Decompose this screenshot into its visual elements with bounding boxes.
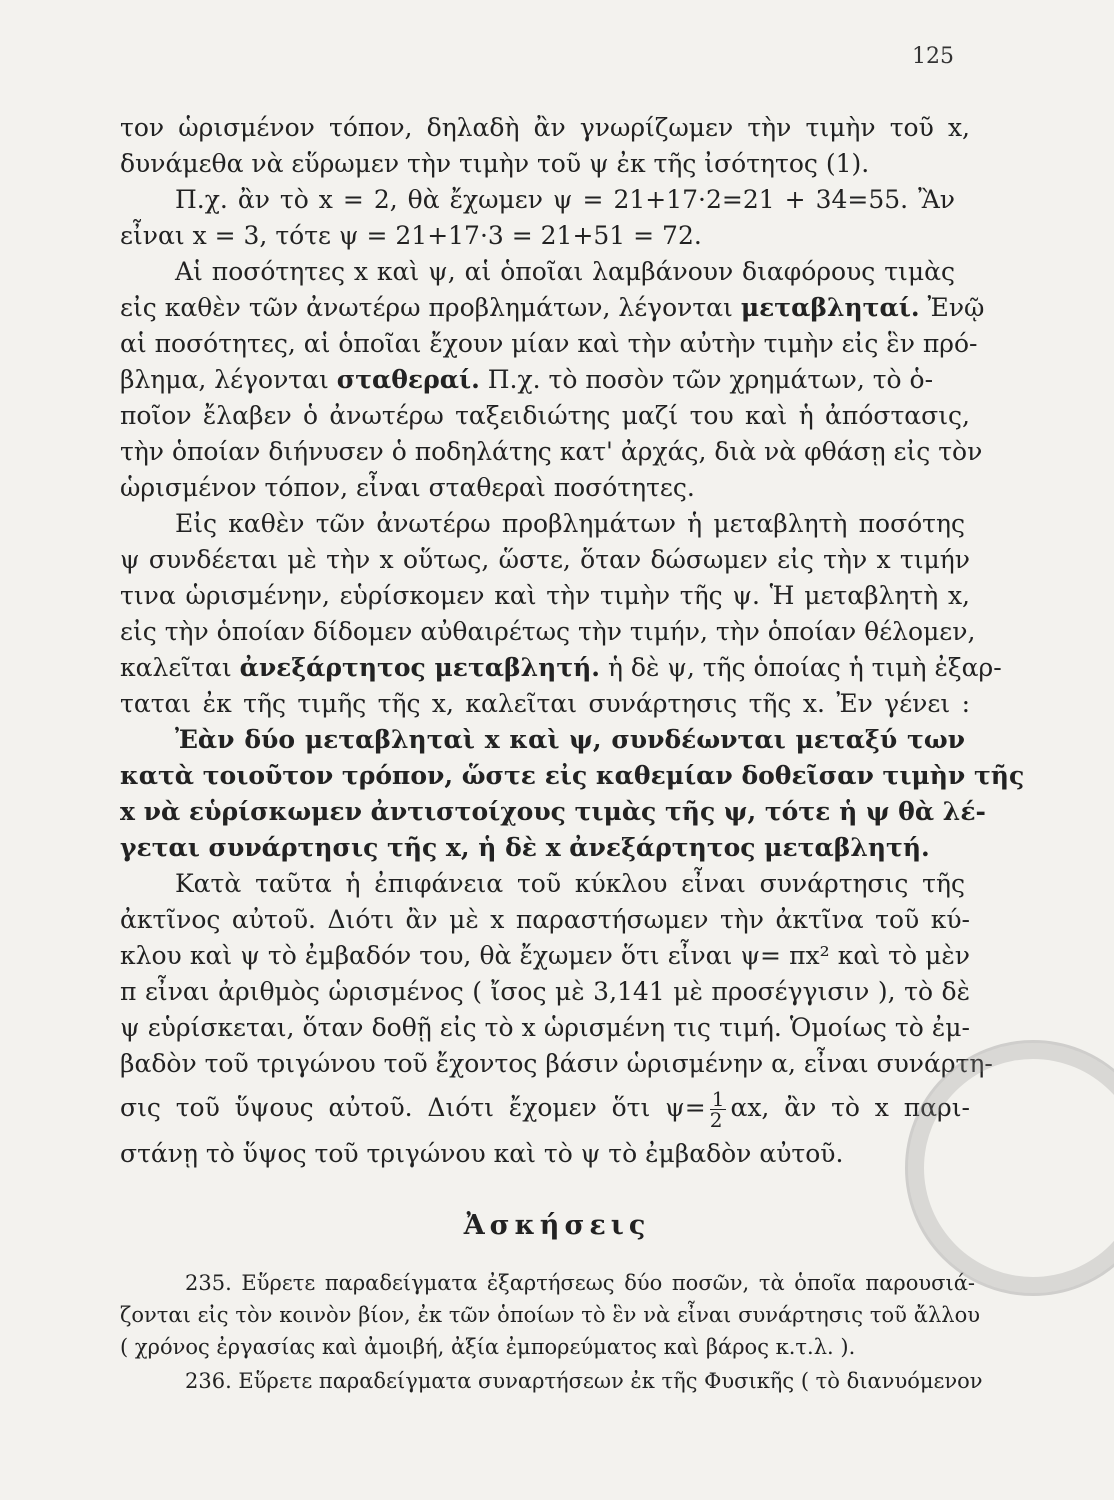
text-segment: Π.χ. τὸ ποσὸν τῶν χρημάτων, τὸ ὁ- [479,365,934,394]
definition-line: Ἐὰν δύο μεταβληταὶ x καὶ ψ, συνδέωνται μεταξύ των [175,725,965,754]
text-segment: εἰς καθὲν τῶν ἀνωτέρω προβλημάτων, λέγονται [120,293,733,322]
text-line: στάνῃ τὸ ὕψος τοῦ τριγώνου καὶ τὸ ψ τὸ ἐμβαδὸν αὐτοῦ. [120,1139,844,1168]
fraction [710,1089,727,1130]
text-line [120,650,1002,686]
text-segment: αx, ἂν τὸ x παρι- [730,1093,970,1122]
fraction-denominator: 2 [709,1108,723,1132]
text-line: τὴν ὁποίαν διήνυσεν ὁ ποδηλάτης κατ' ἀρχάς, διὰ νὰ φθάσῃ εἰς τὸν [120,437,983,466]
definition-line: γεται συνάρτησις τῆς x, ἡ δὲ x ἀνεξάρτητος μεταβλητή. [120,833,930,862]
text-line: εἰς τὴν ὁποίαν δίδομεν αὐθαιρέτως τὴν τιμήν, τὴν ὁποίαν θέλομεν, [120,617,976,646]
text-line: ταται ἐκ τῆς τιμῆς τῆς x, καλεῖται συνάρτησις τῆς x. Ἐν γένει : [120,689,970,718]
bold-term: μεταβληταί. [740,293,920,322]
definition-line: x νὰ εὑρίσκωμεν ἀντιστοίχους τιμὰς τῆς ψ, τότε ἡ ψ θὰ λέ- [120,797,986,826]
definition-line: κατὰ τοιοῦτον τρόπον, ὥστε εἰς καθεμίαν δοθεῖσαν τιμὴν τῆς [120,761,1025,790]
page-number: 125 [912,44,954,69]
bold-term: σταθεραί. [336,365,480,394]
section-heading: Ἀσκήσεις [463,1210,651,1241]
bold-term: ἀνεξάρτητος μεταβλητή. [239,653,601,682]
exercise-line: 235. Εὕρετε παραδείγματα ἐξαρτήσεως δύο ποσῶν, τὰ ὁποῖα παρουσιά- [185,1271,975,1295]
text-line: ἀκτῖνος αὐτοῦ. Διότι ἂν μὲ x παραστήσωμεν τὴν ἀκτῖνα τοῦ κύ- [120,905,970,934]
text-line: βαδὸν τοῦ τριγώνου τοῦ ἔχοντος βάσιν ὡρισμένην α, εἶναι συνάρτη- [120,1049,993,1078]
text-segment: καλεῖται [120,653,232,682]
fraction-numerator: 1 [711,1087,725,1111]
text-segment: Ἐνῷ [919,293,985,322]
text-line: κλου καὶ ψ τὸ ἐμβαδόν του, θὰ ἔχωμεν ὅτι εἶναι ψ= πx² καὶ τὸ μὲν [120,941,970,970]
text-line: τον ὡρισμένον τόπον, δηλαδὴ ἂν γνωρίζωμεν τὴν τιμὴν τοῦ x, [120,113,970,142]
text-line: δυνάμεθα νὰ εὕρωμεν τὴν τιμὴν τοῦ ψ ἐκ τῆς ἰσότητος (1). [120,149,870,178]
text-segment: σις τοῦ ὕψους αὐτοῦ. Διότι ἔχομεν ὅτι ψ= [120,1093,706,1122]
text-line: Π.χ. ἂν τὸ x = 2, θὰ ἔχωμεν ψ = 21+17·2=21 + 34=55. Ἂν [175,185,955,214]
exercise-line: ζονται εἰς τὸν κοινὸν βίον, ἐκ τῶν ὁποίων τὸ ἓν νὰ εἶναι συνάρτησις τοῦ ἄλλου [120,1303,980,1327]
exercise-line: 236. Εὕρετε παραδείγματα συναρτήσεων ἐκ τῆς Φυσικῆς ( τὸ διανυόμενον [185,1369,983,1393]
text-line: π εἶναι ἀριθμὸς ὡρισμένος ( ἴσος μὲ 3,141 μὲ προσέγγισιν ), τὸ δὲ [120,977,970,1006]
text-line: αἱ ποσότητες, αἱ ὁποῖαι ἔχουν μίαν καὶ τὴν αὐτὴν τιμὴν εἰς ἓν πρό- [120,329,978,358]
text-line: εἶναι x = 3, τότε ψ = 21+17·3 = 21+51 = 72. [120,221,702,250]
text-segment: ἡ δὲ ψ, τῆς ὁποίας ἡ τιμὴ ἐξαρ- [600,653,1002,682]
text-line: ποῖον ἔλαβεν ὁ ἀνωτέρω ταξειδιώτης μαζί του καὶ ἡ ἀπόστασις, [120,401,970,430]
text-line: Εἰς καθὲν τῶν ἀνωτέρω προβλημάτων ἡ μεταβλητὴ ποσότης [175,509,965,538]
text-line: ψ εὑρίσκεται, ὅταν δοθῇ εἰς τὸ x ὡρισμένη τις τιμή. Ὁμοίως τὸ ἐμ- [120,1013,970,1042]
text-line: Κατὰ ταῦτα ἡ ἐπιφάνεια τοῦ κύκλου εἶναι συνάρτησις τῆς [175,869,965,898]
formula-line [120,1086,970,1130]
text-line: τινα ὡρισμένην, εὑρίσκομεν καὶ τὴν τιμὴν τῆς ψ. Ἡ μεταβλητὴ x, [120,581,970,610]
text-line: ψ συνδέεται μὲ τὴν x οὕτως, ὥστε, ὅταν δώσωμεν εἰς τὴν x τιμήν [120,545,970,574]
text-line: Αἱ ποσότητες x καὶ ψ, αἱ ὁποῖαι λαμβάνουν διαφόρους τιμὰς [175,257,955,286]
text-line: ὡρισμένον τόπον, εἶναι σταθεραὶ ποσότητες. [120,473,695,502]
exercise-line: ( χρόνος ἐργασίας καὶ ἀμοιβή, ἀξία ἐμπορεύματος καὶ βάρος κ.τ.λ. ). [120,1335,856,1359]
text-line [120,290,985,326]
text-segment: βλημα, λέγονται [120,365,329,394]
text-line [120,362,970,398]
